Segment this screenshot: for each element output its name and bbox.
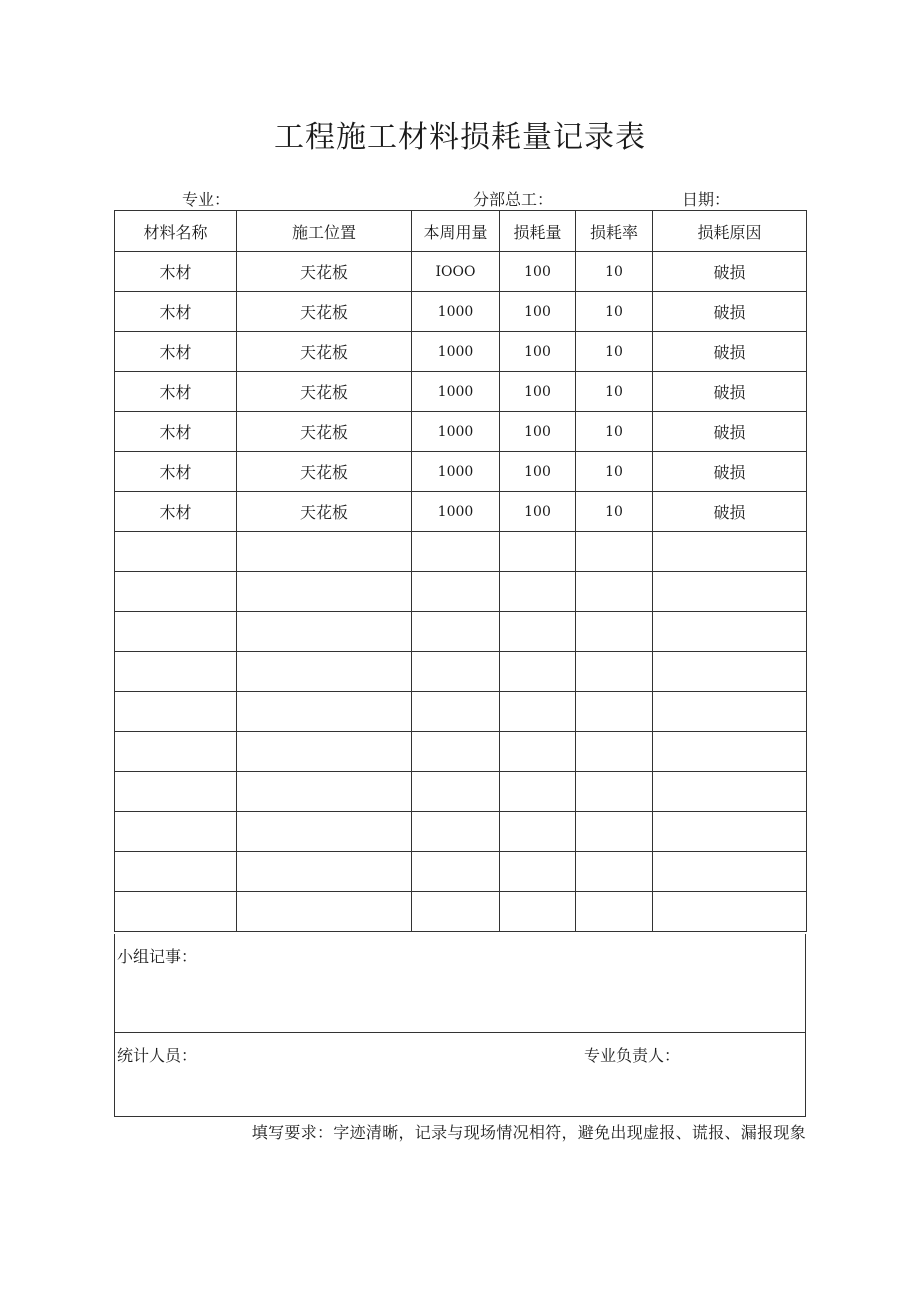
loss-rate-cell: 10 — [576, 492, 653, 532]
weekly-usage-cell: 1000 — [412, 412, 500, 452]
material-name-cell: 木材 — [115, 492, 237, 532]
table-row — [115, 652, 807, 692]
loss-reason-cell: 破损 — [653, 252, 807, 292]
weekly-usage-cell — [412, 692, 500, 732]
weekly-usage-cell — [412, 612, 500, 652]
loss-amount-cell: 100 — [500, 332, 576, 372]
weekly-usage-cell — [412, 892, 500, 932]
weekly-usage-cell — [412, 772, 500, 812]
weekly-usage-cell: 1000 — [412, 292, 500, 332]
material-name-cell — [115, 692, 237, 732]
loss-reason-cell: 破损 — [653, 452, 807, 492]
table-row — [115, 452, 807, 492]
loss-amount-cell — [500, 772, 576, 812]
team-notes-box — [114, 934, 806, 1033]
loss-amount-cell — [500, 692, 576, 732]
loss-amount-cell: 100 — [500, 372, 576, 412]
header-loss-amount: 损耗量 — [500, 211, 576, 252]
loss-rate-cell — [576, 532, 653, 572]
loss-rate-cell: 10 — [576, 412, 653, 452]
loss-reason-cell — [653, 812, 807, 852]
fill-requirements-note: 填写要求：字迹清晰，记录与现场情况相符，避免出现虚报、谎报、漏报现象 — [251, 1123, 806, 1142]
loss-reason-cell — [653, 772, 807, 812]
material-name-cell — [115, 652, 237, 692]
location-cell — [237, 892, 412, 932]
material-name-cell — [115, 612, 237, 652]
loss-rate-cell: 10 — [576, 292, 653, 332]
loss-amount-cell — [500, 812, 576, 852]
material-name-cell — [115, 572, 237, 612]
location-cell: 天花板 — [237, 292, 412, 332]
loss-rate-cell — [576, 852, 653, 892]
material-name-cell — [115, 852, 237, 892]
location-cell — [237, 532, 412, 572]
weekly-usage-cell: 1000 — [412, 452, 500, 492]
material-name-cell: 木材 — [115, 372, 237, 412]
loss-rate-cell: 10 — [576, 332, 653, 372]
header-loss-reason: 损耗原因 — [653, 211, 807, 252]
table-row — [115, 812, 807, 852]
weekly-usage-cell: IOOO — [412, 252, 500, 292]
loss-rate-cell — [576, 612, 653, 652]
material-loss-table — [114, 210, 807, 932]
table-row — [115, 892, 807, 932]
material-name-cell: 木材 — [115, 332, 237, 372]
major-lead-label: 专业负责人： — [584, 1046, 681, 1065]
loss-amount-cell — [500, 892, 576, 932]
table-row — [115, 732, 807, 772]
table-row — [115, 772, 807, 812]
location-cell — [237, 692, 412, 732]
sub-chief-engineer-label: 分部总工： — [473, 190, 554, 209]
header-loss-rate: 损耗率 — [576, 211, 653, 252]
loss-reason-cell: 破损 — [653, 492, 807, 532]
signature-box — [114, 1032, 806, 1117]
table-row — [115, 492, 807, 532]
material-name-cell: 木材 — [115, 412, 237, 452]
loss-rate-cell — [576, 572, 653, 612]
loss-rate-cell — [576, 772, 653, 812]
table-row — [115, 852, 807, 892]
table-row — [115, 612, 807, 652]
material-name-cell — [115, 892, 237, 932]
weekly-usage-cell — [412, 532, 500, 572]
weekly-usage-cell: 1000 — [412, 372, 500, 412]
location-cell — [237, 812, 412, 852]
location-cell: 天花板 — [237, 372, 412, 412]
loss-reason-cell — [653, 692, 807, 732]
table-row — [115, 252, 807, 292]
table-row — [115, 292, 807, 332]
loss-reason-cell — [653, 572, 807, 612]
loss-amount-cell — [500, 852, 576, 892]
loss-amount-cell — [500, 572, 576, 612]
loss-rate-cell: 10 — [576, 372, 653, 412]
loss-rate-cell — [576, 892, 653, 932]
table-header-row — [115, 211, 807, 252]
loss-reason-cell — [653, 732, 807, 772]
loss-rate-cell — [576, 812, 653, 852]
location-cell: 天花板 — [237, 332, 412, 372]
loss-amount-cell — [500, 732, 576, 772]
table-row — [115, 572, 807, 612]
location-cell — [237, 572, 412, 612]
loss-reason-cell: 破损 — [653, 332, 807, 372]
weekly-usage-cell — [412, 852, 500, 892]
weekly-usage-cell — [412, 572, 500, 612]
material-name-cell — [115, 732, 237, 772]
loss-amount-cell: 100 — [500, 412, 576, 452]
table-row — [115, 532, 807, 572]
table-row — [115, 372, 807, 412]
loss-reason-cell: 破损 — [653, 372, 807, 412]
loss-rate-cell: 10 — [576, 252, 653, 292]
location-cell — [237, 612, 412, 652]
location-cell — [237, 732, 412, 772]
table-row — [115, 412, 807, 452]
material-name-cell: 木材 — [115, 252, 237, 292]
header-weekly-usage: 本周用量 — [412, 211, 500, 252]
loss-amount-cell: 100 — [500, 292, 576, 332]
material-name-cell: 木材 — [115, 292, 237, 332]
material-name-cell — [115, 772, 237, 812]
loss-reason-cell — [653, 532, 807, 572]
loss-reason-cell — [653, 852, 807, 892]
loss-reason-cell — [653, 892, 807, 932]
location-cell: 天花板 — [237, 492, 412, 532]
date-label: 日期： — [682, 190, 731, 209]
loss-rate-cell — [576, 652, 653, 692]
weekly-usage-cell — [412, 812, 500, 852]
weekly-usage-cell — [412, 732, 500, 772]
weekly-usage-cell: 1000 — [412, 332, 500, 372]
loss-amount-cell: 100 — [500, 252, 576, 292]
header-material-name: 材料名称 — [115, 211, 237, 252]
material-name-cell — [115, 812, 237, 852]
statistician-label: 统计人员： — [117, 1046, 198, 1065]
weekly-usage-cell: 1000 — [412, 492, 500, 532]
loss-amount-cell: 100 — [500, 492, 576, 532]
loss-rate-cell: 10 — [576, 452, 653, 492]
document-title: 工程施工材料损耗量记录表 — [274, 120, 646, 155]
loss-reason-cell — [653, 612, 807, 652]
loss-amount-cell: 100 — [500, 452, 576, 492]
loss-reason-cell: 破损 — [653, 292, 807, 332]
table-row — [115, 332, 807, 372]
location-cell: 天花板 — [237, 412, 412, 452]
loss-rate-cell — [576, 732, 653, 772]
header-location: 施工位置 — [237, 211, 412, 252]
loss-rate-cell — [576, 692, 653, 732]
major-label: 专业： — [182, 190, 231, 209]
weekly-usage-cell — [412, 652, 500, 692]
material-name-cell — [115, 532, 237, 572]
location-cell — [237, 652, 412, 692]
loss-amount-cell — [500, 532, 576, 572]
loss-reason-cell: 破损 — [653, 412, 807, 452]
location-cell — [237, 852, 412, 892]
location-cell: 天花板 — [237, 252, 412, 292]
loss-reason-cell — [653, 652, 807, 692]
loss-amount-cell — [500, 652, 576, 692]
material-name-cell: 木材 — [115, 452, 237, 492]
location-cell: 天花板 — [237, 452, 412, 492]
loss-amount-cell — [500, 612, 576, 652]
table-row — [115, 692, 807, 732]
location-cell — [237, 772, 412, 812]
team-notes-label: 小组记事： — [117, 947, 198, 966]
